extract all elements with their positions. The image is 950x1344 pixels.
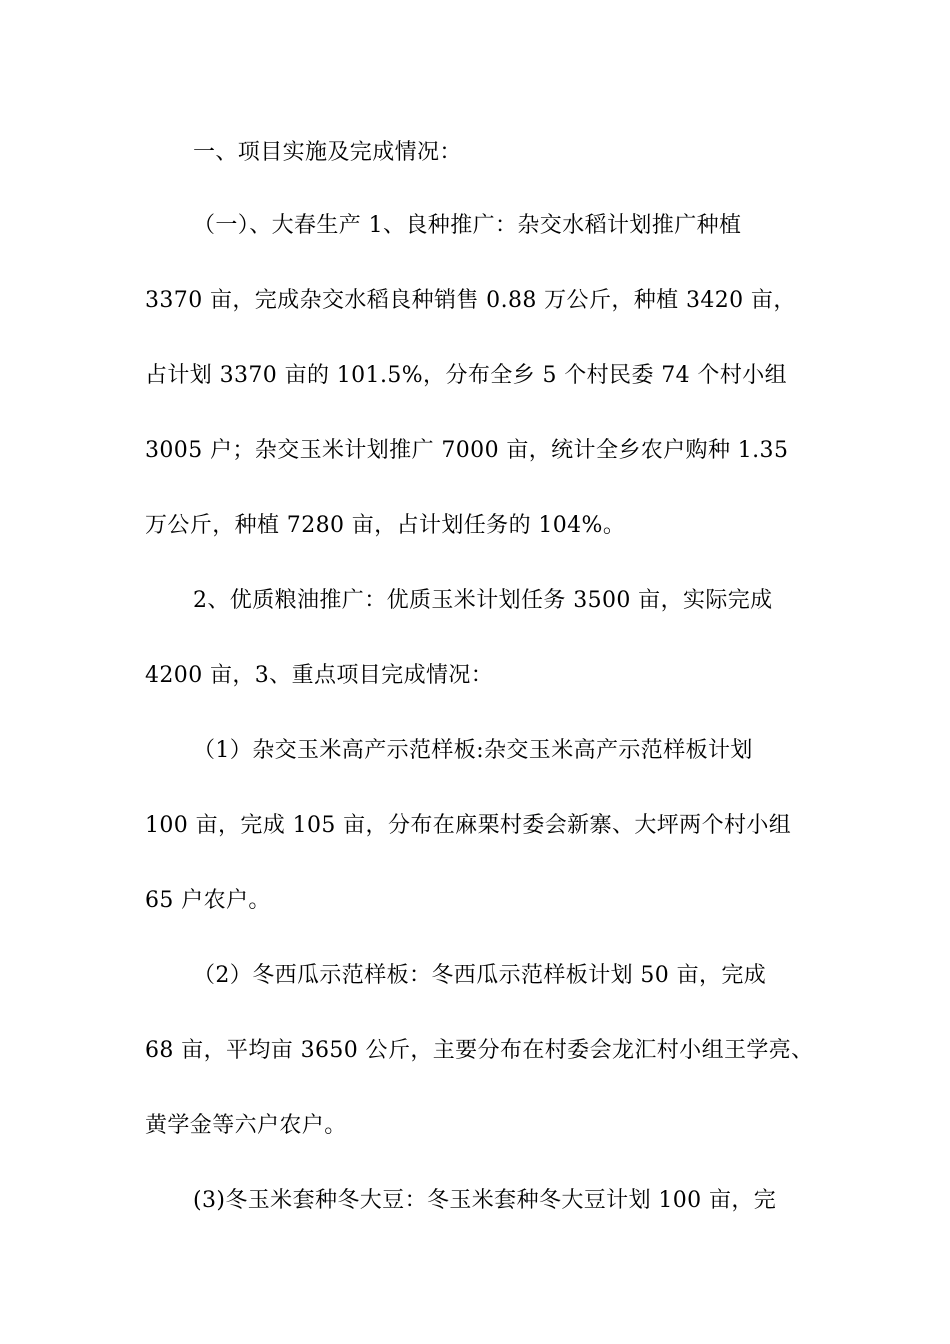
paragraph-line: (3)冬玉米套种冬大豆：冬玉米套种冬大豆计划 100 亩，完 (193, 1188, 777, 1213)
paragraph-line: 3005 户；杂交玉米计划推广 7000 亩，统计全乡农户购种 1.35 (145, 438, 789, 463)
paragraph-line: 黄学金等六户农户。 (145, 1113, 347, 1138)
paragraph-line: 4200 亩，3、重点项目完成情况： (145, 663, 494, 688)
paragraph-line: 万公斤，种植 7280 亩，占计划任务的 104%。 (145, 513, 626, 538)
paragraph-line: 65 户农户。 (145, 888, 271, 913)
paragraph-line: 3370 亩，完成杂交水稻良种销售 0.88 万公斤，种植 3420 亩， (145, 288, 796, 313)
section-heading: 一、项目实施及完成情况： (193, 140, 462, 165)
paragraph-line: （一）、大春生产 1、良种推广：杂交水稻计划推广种植 (193, 213, 742, 238)
paragraph-line: （2）冬西瓜示范样板：冬西瓜示范样板计划 50 亩，完成 (193, 963, 767, 988)
paragraph-line: （1）杂交玉米高产示范样板:杂交玉米高产示范样板计划 (193, 738, 753, 763)
paragraph-line: 68 亩，平均亩 3650 公斤，主要分布在村委会龙汇村小组王学亮、 (145, 1038, 814, 1063)
paragraph-line: 100 亩，完成 105 亩，分布在麻栗村委会新寨、大坪两个村小组 (145, 813, 792, 838)
paragraph-line: 占计划 3370 亩的 101.5%，分布全乡 5 个村民委 74 个村小组 (145, 363, 788, 388)
paragraph-line: 2、优质粮油推广：优质玉米计划任务 3500 亩，实际完成 (193, 588, 773, 613)
